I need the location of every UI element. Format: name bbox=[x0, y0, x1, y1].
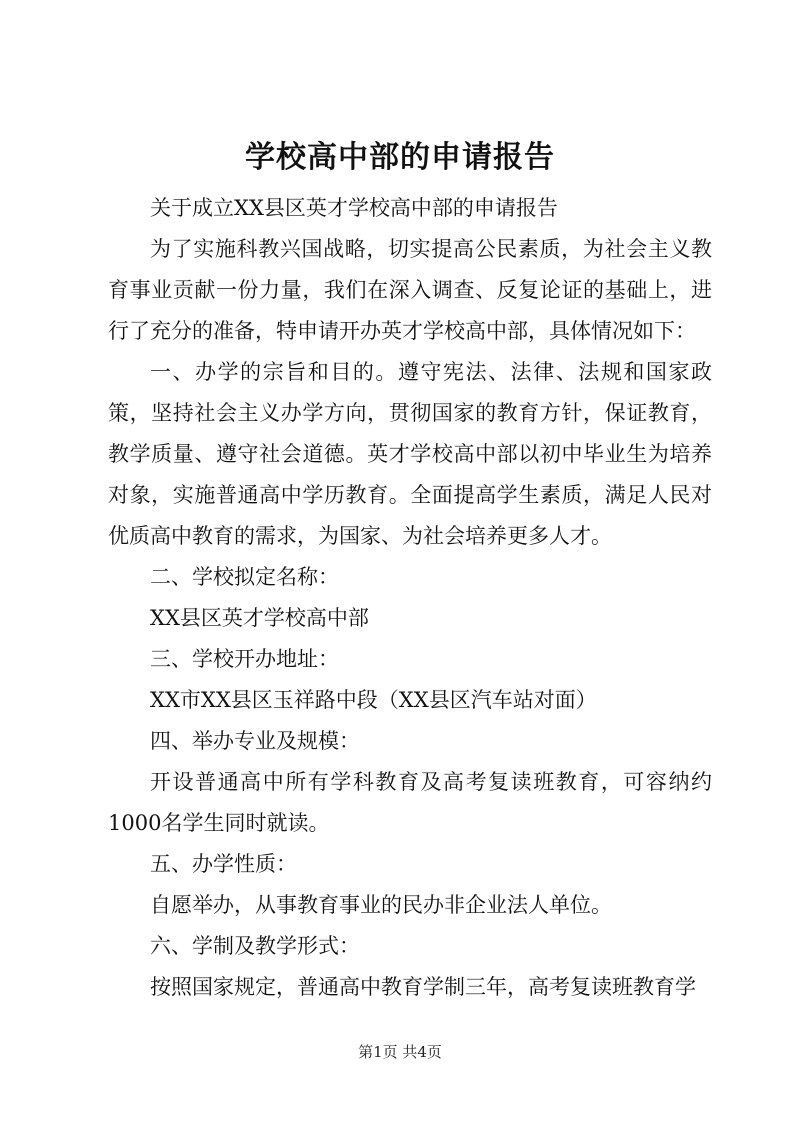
paragraph-purpose: 一、办学的宗旨和目的。遵守宪法、法律、法规和国家政策，坚持社会主义办学方向，贯彻国家的教育方针，保证教育，教学质量、遵守社会道德。英才学校高中部以初中毕业生为培养对象，实施普通高中学历教育。全面提高学生素质，满足人民对优质高中教育的需求，为国家、为社会培养更多人才。 bbox=[108, 360, 712, 548]
paragraph-school-nature: 自愿举办，从事教育事业的民办非企业法人单位。 bbox=[150, 893, 612, 917]
paragraph-majors-scale: 开设普通高中所有学科教育及高考复读班教育，可容纳约1000名学生同时就读。 bbox=[108, 770, 712, 835]
paragraph-school-name: XX县区英才学校高中部 bbox=[150, 606, 369, 630]
heading-school-name: 二、学校拟定名称： bbox=[150, 565, 339, 589]
heading-schooling-form: 六、学制及教学形式： bbox=[150, 934, 360, 958]
document-title: 学校高中部的申请报告 bbox=[245, 140, 555, 175]
page-footer: 第1页 共4页 bbox=[358, 1043, 442, 1061]
document-body bbox=[108, 188, 712, 1008]
heading-majors-scale: 四、举办专业及规模： bbox=[150, 729, 360, 753]
heading-school-address: 三、学校开办地址： bbox=[150, 647, 339, 671]
heading-school-nature: 五、办学性质： bbox=[150, 852, 297, 876]
paragraph-intro: 为了实施科教兴国战略，切实提高公民素质，为社会主义教育事业贡献一份力量，我们在深入调查、反复论证的基础上，进行了充分的准备，特申请开办英才学校高中部，具体情况如下： bbox=[108, 237, 712, 343]
document-subtitle: 关于成立XX县区英才学校高中部的申请报告 bbox=[150, 196, 558, 220]
paragraph-schooling-form: 按照国家规定，普通高中教育学制三年，高考复读班教育学 bbox=[150, 975, 696, 999]
paragraph-school-address: XX市XX县区玉祥路中段（XX县区汽车站对面） bbox=[150, 688, 597, 712]
